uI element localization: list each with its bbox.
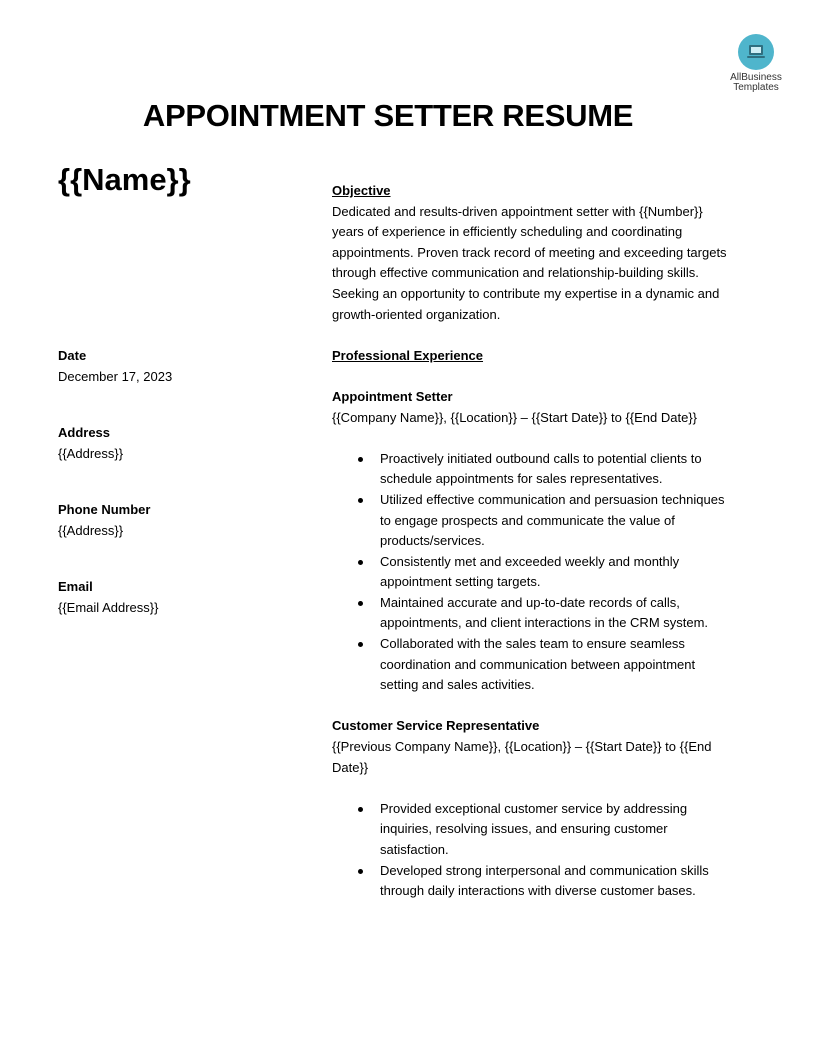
field-label: Phone Number [58,502,151,517]
field-label: Date [58,348,87,363]
field-value: {{Address}} [58,446,124,461]
address-field [58,422,298,464]
main-content [332,181,727,902]
list-item: Proactively initiated outbound calls to potential clients to schedule appointments for sales representatives. [380,449,727,490]
email-field [58,576,298,618]
job-bullets [332,799,727,902]
list-item: Consistently met and exceeded weekly and monthly appointment setting targets. [380,552,727,593]
contact-details [58,345,298,653]
experience-heading: Professional Experience [332,347,484,363]
laptop-icon [738,34,774,70]
objective-heading: Objective [332,183,391,198]
phone-field [58,499,298,541]
job-meta: {{Company Name}}, {{Location}} – {{Start Date}} to {{End Date}} [332,409,698,425]
allbusiness-templates-logo [726,34,786,93]
list-item: Collaborated with the sales team to ensure seamless coordination and communication between appointment setting and sales activities. [380,634,727,696]
job-bullets [332,449,727,696]
list-item: Provided exceptional customer service by addressing inquiries, resolving issues, and ensuring customer satisfaction. [380,799,727,861]
date-field [58,345,298,387]
field-label: Email [58,579,93,594]
job-title: Customer Service Representative [332,718,540,734]
logo-text-line2: Templates [733,82,779,93]
list-item: Maintained accurate and up-to-date records of calls, appointments, and client interactions in the CRM system. [380,593,727,634]
objective-text: Dedicated and results-driven appointment setter with {{Number}} years of experience in efficiently scheduling and coordinating appointments. Proven track record of meeting and exceeding targets through effective communication and relationship-building skills. Seeking an opportunity to contribute my expertise in a dynamic and growth-oriented organization. [332,203,727,322]
field-value: December 17, 2023 [58,369,173,384]
field-value: {{Address}} [58,523,124,538]
list-item: Utilized effective communication and persuasion techniques to engage prospects and communicate the value of products/services. [380,490,727,552]
document-title: APPOINTMENT SETTER RESUME [142,98,634,133]
candidate-name: {{Name}} [58,162,191,197]
logo-text-line1: AllBusiness [730,72,782,83]
list-item: Developed strong interpersonal and communication skills through daily interactions with diverse customer bases. [380,861,727,902]
job-meta: {{Previous Company Name}}, {{Location}} – {{Start Date}} to {{End Date}} [332,739,712,775]
field-value: {{Email Address}} [58,600,159,615]
field-label: Address [58,425,111,440]
job-title: Appointment Setter [332,388,453,404]
